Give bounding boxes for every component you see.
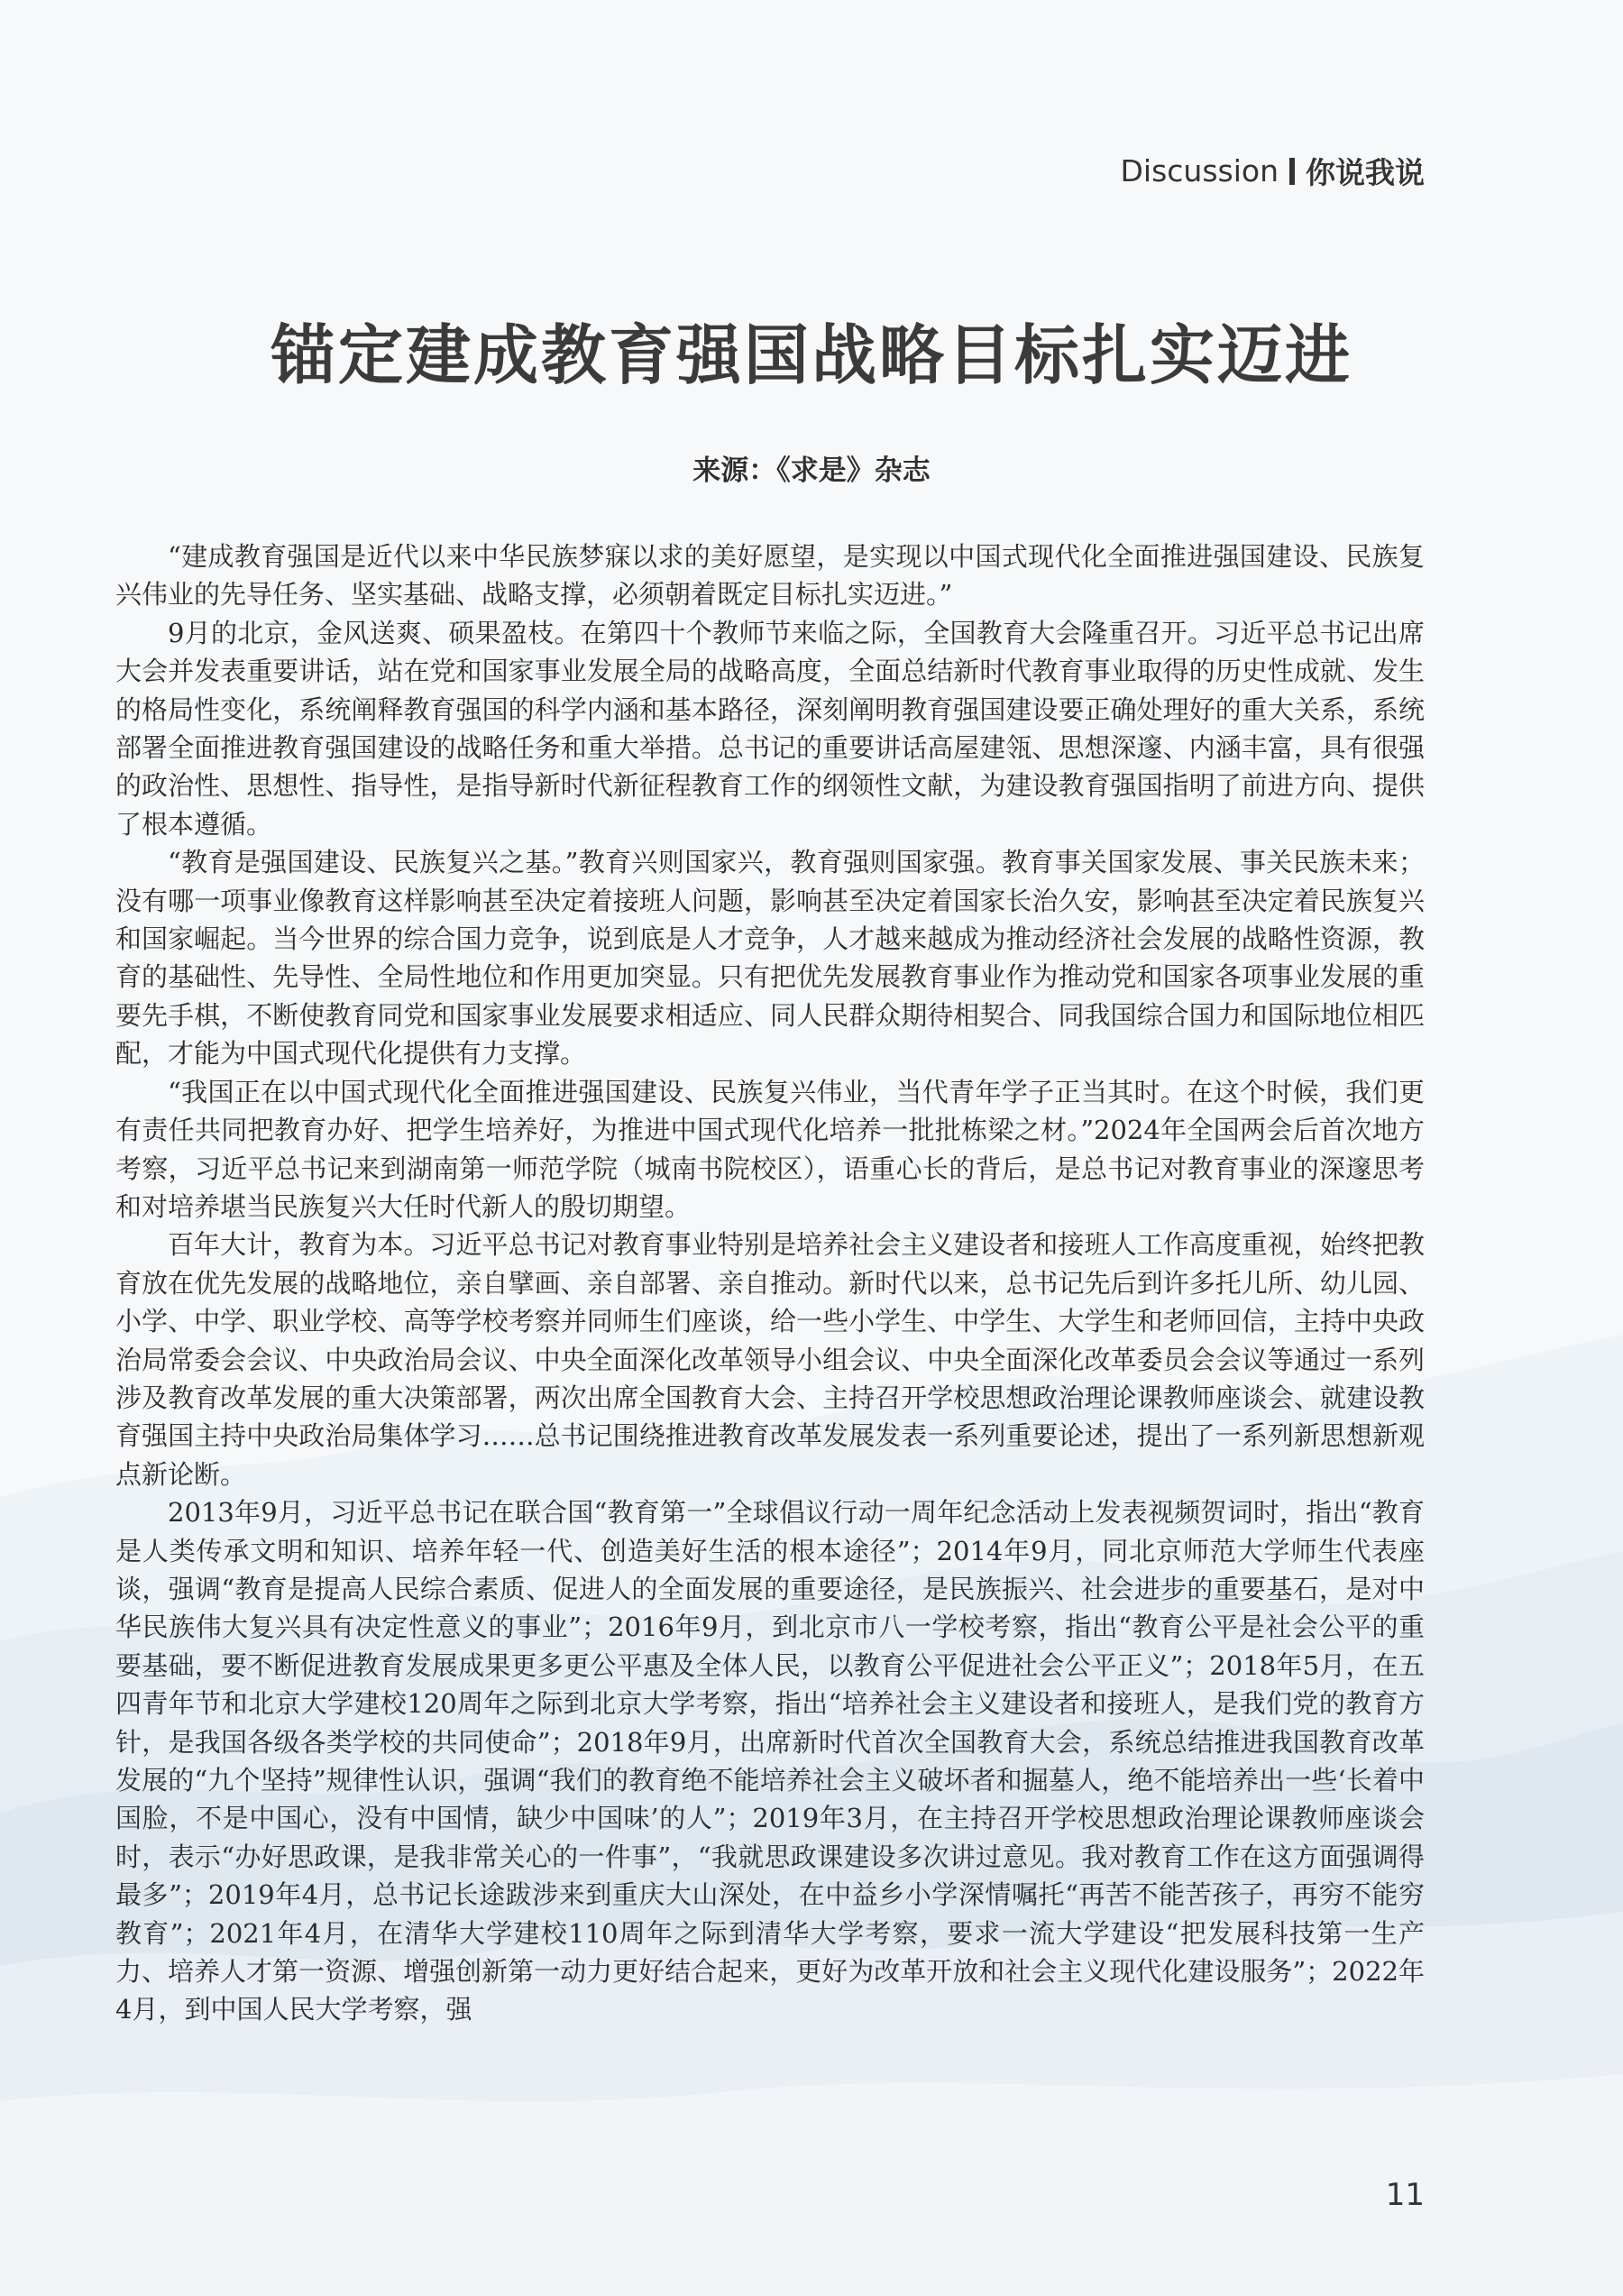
- paragraph: 2013年9月，习近平总书记在联合国“教育第一”全球倡议行动一周年纪念活动上发表视频贺词时，指出“教育是人类传承文明和知识、培养年轻一代、创造美好生活的根本途径”；2014年9月，同北京师范大学师生代表座谈，强调“教育是提高人民综合素质、促进人的全面发展的重要途径，是民族振兴、社会进步的重要基石，是对中华民族伟大复兴具有决定性意义的事业”；2016年9月，到北京市八一学校考察，指出“教育公平是社会公平的重要基础，要不断促进教育发展成果更多更公平惠及全体人民，以教育公平促进社会公平正义”；2018年5月，在五四青年节和北京大学建校120周年之际到北京大学考察，指出“培养社会主义建设者和接班人，是我们党的教育方针，是我国各级各类学校的共同使命”；2018年9月，出席新时代首次全国教育大会，系统总结推进我国教育改革发展的“九个坚持”规律性认识，强调“我们的教育绝不能培养社会主义破坏者和掘墓人，绝不能培养出一些‘长着中国脸，不是中国心，没有中国情，缺少中国味’的人”；2019年3月，在主持召开学校思想政治理论课教师座谈会时，表示“办好思政课，是我非常关心的一件事”，“我就思政课建设多次讲过意见。我对教育工作在这方面强调得最多”；2019年4月，总书记长途跋涉来到重庆大山深处，在中益乡小学深情嘱托“再苦不能苦孩子，再穷不能穷教育”；2021年4月，在清华大学建校110周年之际到清华大学考察，要求一流大学建设“把发展科技第一生产力、培养人才第一资源、增强创新第一动力更好结合起来，更好为改革开放和社会主义现代化建设服务”；2022年4月，到中国人民大学考察，强: [115, 1497, 1425, 2025]
- paragraph: “我国正在以中国式现代化全面推进强国建设、民族复兴伟业，当代青年学子正当其时。在这个时候，我们更有责任共同把教育办好、把学生培养好，为推进中国式现代化培养一批批栋梁之材。”2024年全国两会后首次地方考察，习近平总书记来到湖南第一师范学院（城南书院校区），语重心长的背后，是总书记对教育事业的深邃思考和对培养堪当民族复兴大任时代新人的殷切期望。: [115, 1076, 1425, 1222]
- section-tag: [1121, 150, 1426, 192]
- section-label-en: Discussion: [1120, 153, 1279, 188]
- section-divider: [1289, 158, 1295, 185]
- article-body: [115, 537, 1425, 2029]
- article-source: 来源：《求是》杂志: [692, 455, 931, 487]
- paragraph: “教育是强国建设、民族复兴之基。”教育兴则国家兴，教育强则国家强。教育事关国家发展、事关民族未来；没有哪一项事业像教育这样影响甚至决定着接班人问题，影响甚至决定着国家长治久安，影响甚至决定着民族复兴和国家崛起。当今世界的综合国力竞争，说到底是人才竞争，人才越来越成为推动经济社会发展的战略性资源，教育的基础性、先导性、全局性地位和作用更加突显。只有把优先发展教育事业作为推动党和国家各项事业发展的重要先手棋，不断使教育同党和国家事业发展要求相适应、同人民群众期待相契合、同我国综合国力和国际地位相匹配，才能为中国式现代化提供有力支撑。: [115, 847, 1425, 1070]
- page-number: 11: [1385, 2177, 1425, 2213]
- paragraph: 百年大计，教育为本。习近平总书记对教育事业特别是培养社会主义建设者和接班人工作高度重视，始终把教育放在优先发展的战略地位，亲自擘画、亲自部署、亲自推动。新时代以来，总书记先后到许多托儿所、幼儿园、小学、中学、职业学校、高等学校考察并同师生们座谈，给一些小学生、中学生、大学生和老师回信，主持中央政治局常委会会议、中央政治局会议、中央全面深化改革领导小组会议、中央全面深化改革委员会会议等通过一系列涉及教育改革发展的重大决策部署，两次出席全国教育大会、主持召开学校思想政治理论课教师座谈会、就建设教育强国主持中央政治局集体学习……总书记围绕推进教育改革发展发表一系列重要论述，提出了一系列新思想新观点新论断。: [115, 1229, 1425, 1490]
- article-title: 锚定建成教育强国战略目标扎实迈进: [270, 317, 1352, 393]
- paragraph: 9月的北京，金风送爽、硕果盈枝。在第四十个教师节来临之际，全国教育大会隆重召开。习近平总书记出席大会并发表重要讲话，站在党和国家事业发展全局的战略高度，全面总结新时代教育事业取得的历史性成就、发生的格局性变化，系统阐释教育强国的科学内涵和基本路径，深刻阐明教育强国建设要正确处理好的重大关系，系统部署全面推进教育强国建设的战略任务和重大举措。总书记的重要讲话高屋建瓴、思想深邃、内涵丰富，具有很强的政治性、思想性、指导性，是指导新时代新征程教育工作的纲领性文献，为建设教育强国指明了前进方向、提供了根本遵循。: [115, 617, 1425, 840]
- section-label-zh: 你说我说: [1306, 155, 1425, 190]
- paragraph: “建成教育强国是近代以来中华民族梦寐以求的美好愿望，是实现以中国式现代化全面推进强国建设、民族复兴伟业的先导任务、坚实基础、战略支撑，必须朝着既定目标扎实迈进。”: [115, 541, 1425, 611]
